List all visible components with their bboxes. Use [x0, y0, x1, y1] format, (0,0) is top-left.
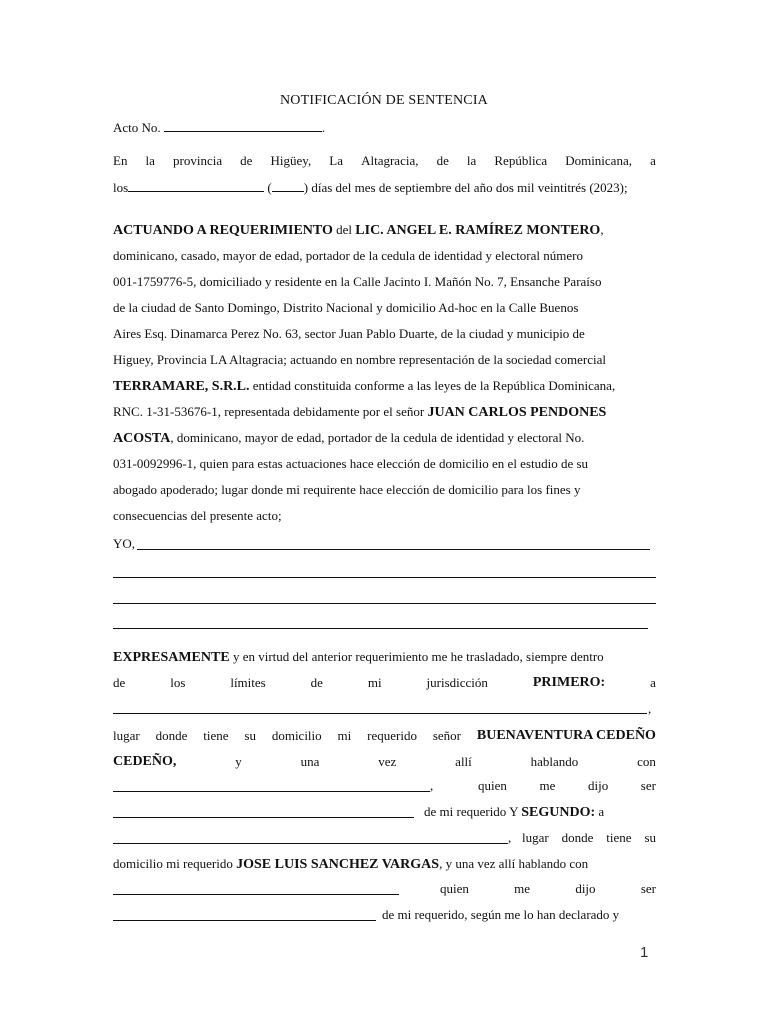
address-1-comma: , [648, 701, 652, 716]
jose-line [113, 855, 656, 874]
word: de [310, 675, 323, 690]
acosta-rest: , dominicano, mayor de edad, portador de la cedula de identidad y electoral No. [170, 430, 585, 445]
segundo-line [424, 803, 656, 822]
intro-word: a [650, 153, 656, 168]
word: dijo [575, 881, 596, 896]
terramare-line [113, 377, 656, 396]
expresamente-heading: EXPRESAMENTE [113, 650, 230, 665]
word: dijo [587, 778, 609, 793]
terramare-rest: entidad constituida conforme a las leyes de la República Dominicana, [249, 378, 616, 393]
addressee-2-name: JOSE LUIS SANCHEZ VARGAS [236, 857, 440, 872]
intro-word: Altagracia, [361, 153, 419, 168]
segundo-a: a [595, 804, 605, 819]
intro-word: de [436, 153, 449, 168]
req-line: consecuencias del presente acto; [113, 508, 282, 523]
lawyer-name: LIC. ANGEL E. RAMÍREZ MONTERO [355, 223, 601, 238]
intro-rest: ) días del mes de septiembre del año dos mil veintitrés (2023); [303, 180, 628, 195]
intro-word: la [145, 153, 155, 168]
word: lugar [113, 728, 140, 743]
day-number-blank [272, 178, 304, 192]
word: señor [432, 728, 462, 743]
jurisdiccion-line [113, 674, 656, 692]
word: ser [640, 881, 656, 896]
expresamente-line [113, 648, 656, 667]
segundo-heading: SEGUNDO: [521, 805, 596, 820]
req-line: 001-1759776-5, domiciliado y residente en la Calle Jacinto I. Mañón No. 7, Ensanche Paraíso [113, 274, 602, 289]
yo-label: YO, [113, 536, 136, 551]
address-1-blank [113, 713, 647, 714]
word: límites [230, 675, 266, 690]
word: mi [337, 728, 352, 743]
word: quien [440, 881, 469, 896]
bailiff-blank-line [113, 603, 656, 604]
req-line: 031-0092996-1, quien para estas actuaciones hace elección de domicilio en el estudio de su [113, 456, 589, 471]
req-line: Aires Esq. Dinamarca Perez No. 63, sector Juan Pablo Duarte, de la ciudad y municipio de [113, 326, 585, 341]
intro-word: de [240, 153, 253, 168]
intro-word: República [494, 153, 548, 168]
day-blank [128, 178, 264, 192]
word: lugar [522, 830, 549, 845]
quien-line-1 [478, 777, 656, 795]
req-line: Higuey, Provincia LA Altagracia; actuando en nombre representación de la sociedad comercial [113, 352, 606, 367]
lugar-line [113, 727, 656, 745]
intro-word: La [329, 153, 344, 168]
word: ser [640, 778, 656, 793]
word: donde [561, 830, 594, 845]
word: tiene [606, 830, 632, 845]
intro-word: Dominicana, [565, 153, 632, 168]
word: allí [455, 754, 472, 769]
word: quien [478, 778, 507, 793]
actuando-heading: ACTUANDO A REQUERIMIENTO [113, 223, 333, 238]
word: y [235, 754, 242, 769]
bailiff-name-blank [137, 549, 650, 550]
intro-paren-open: ( [267, 180, 272, 195]
word: donde [155, 728, 188, 743]
lugar-line-2 [522, 829, 656, 847]
quien-line-2 [440, 880, 656, 898]
word: requerido [367, 728, 417, 743]
intro-word: provincia [173, 153, 223, 168]
word: vez [378, 754, 397, 769]
word: a [650, 675, 656, 690]
addressee-1-surname: CEDEÑO, [113, 754, 177, 769]
relation-2-blank [113, 920, 376, 921]
addressee-1-name: BUENAVENTURA CEDEÑO [476, 728, 656, 743]
word: su [244, 728, 256, 743]
word: con [637, 754, 656, 769]
spoke-with-1-comma: , [430, 778, 434, 793]
word: me [514, 881, 531, 896]
primero-heading: PRIMERO: [532, 675, 606, 690]
representative-name: JUAN CARLOS PENDONES [427, 405, 607, 420]
intro-word: Higüey, [270, 153, 312, 168]
address-2-blank [113, 843, 508, 844]
yo-line [113, 535, 656, 553]
representative-surname: ACOSTA [113, 431, 171, 446]
word: mi [367, 675, 382, 690]
jose-text-2: , y una vez allí hablando con [439, 856, 589, 871]
req-line-1 [113, 221, 656, 240]
intro-line-2 [113, 178, 656, 197]
intro-line-1 [113, 152, 656, 170]
word: me [539, 778, 556, 793]
spoke-with-2-blank [113, 894, 399, 895]
segundo-text: de mi requerido Y [424, 804, 522, 819]
acosta-line [113, 429, 656, 448]
intro-word: la [466, 153, 477, 168]
rnc-text: RNC. 1-31-53676-1, representada debidamente por el señor [113, 404, 428, 419]
declarado-line: de mi requerido, según me lo han declarado y [382, 907, 620, 922]
word: su [644, 830, 656, 845]
req-del: del [332, 222, 356, 237]
bailiff-blank-line [113, 628, 648, 629]
intro-word: En [113, 153, 128, 168]
page-number: 1 [640, 944, 649, 961]
word: domicilio [271, 728, 322, 743]
word: los [170, 675, 186, 690]
req-comma: , [600, 222, 604, 237]
word: jurisdicción [426, 675, 488, 690]
word: de [113, 675, 126, 690]
address-2-comma: , [508, 830, 512, 845]
page-title: NOTIFICACIÓN DE SENTENCIA [280, 93, 488, 108]
req-line: de la ciudad de Santo Domingo, Distrito Nacional y domicilio Ad-hoc en la Calle Buenos [113, 300, 579, 315]
word: tiene [203, 728, 229, 743]
word: hablando [530, 754, 579, 769]
intro-los: los [113, 180, 129, 195]
expresamente-rest: y en virtud del anterior requerimiento me he trasladado, siempre dentro [229, 649, 604, 664]
acto-line [113, 118, 656, 137]
relation-1-blank [113, 817, 414, 818]
jose-text-1: domicilio mi requerido [113, 856, 237, 871]
cedeno-line [113, 753, 656, 771]
company-name: TERRAMARE, S.R.L. [113, 379, 250, 394]
rnc-line [113, 403, 656, 422]
acto-end: . [321, 120, 326, 135]
acto-label: Acto No. [113, 120, 161, 135]
acto-blank [164, 118, 322, 132]
word: una [300, 754, 320, 769]
bailiff-blank-line [113, 577, 656, 578]
spoke-with-1-blank [113, 791, 430, 792]
req-line: dominicano, casado, mayor de edad, portador de la cedula de identidad y electoral número [113, 248, 583, 263]
req-line: abogado apoderado; lugar donde mi requirente hace elección de domicilio para los fines y [113, 482, 581, 497]
